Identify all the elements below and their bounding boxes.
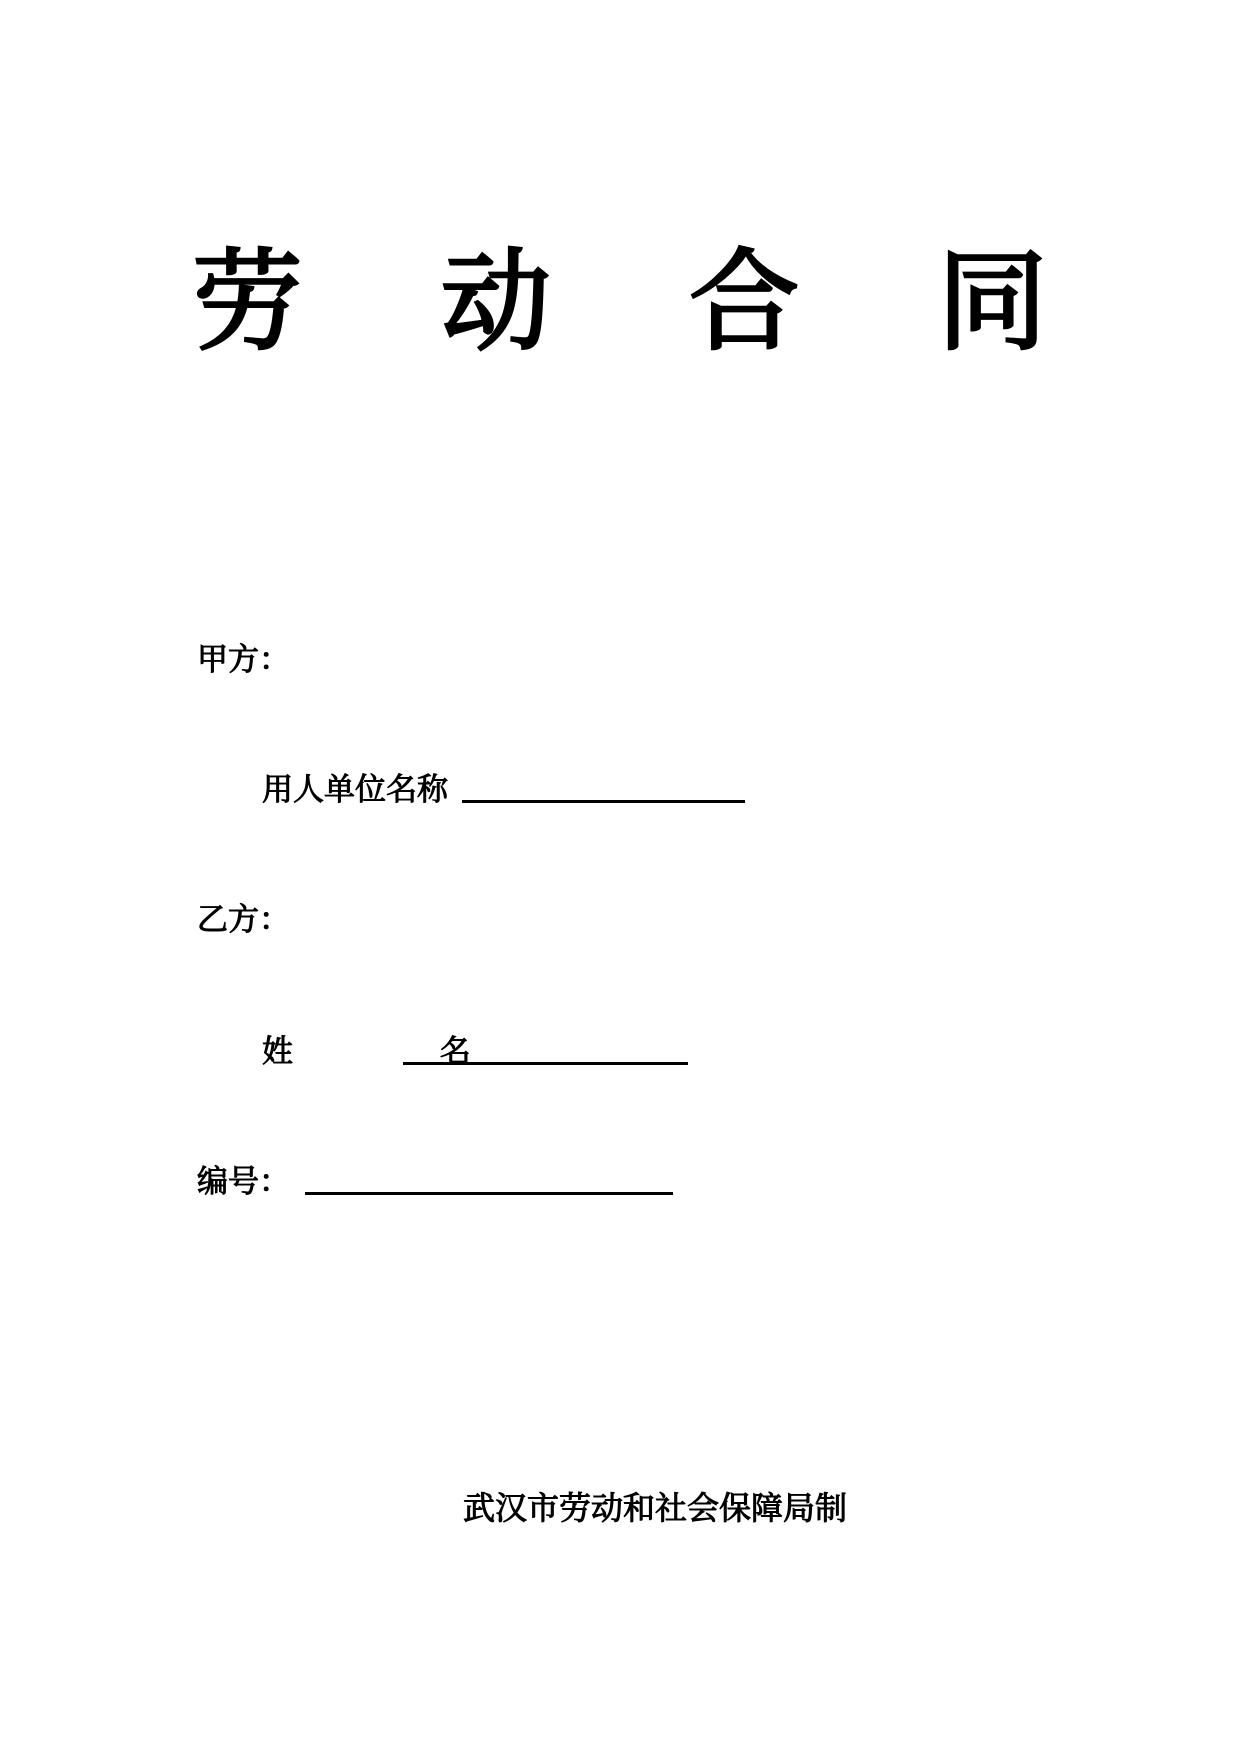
- contract-number-blank[interactable]: [305, 1192, 673, 1195]
- unit-name-blank[interactable]: [462, 800, 745, 803]
- party-b-label: 乙方：: [197, 902, 290, 938]
- unit-name-label: 用人单位名称: [262, 772, 448, 808]
- name-blank[interactable]: [403, 1062, 688, 1065]
- contract-number-label: 编号：: [197, 1164, 290, 1200]
- issuer-text: 武汉市劳动和社会保障局制: [462, 1489, 847, 1527]
- document-title: 劳 动 合 同: [192, 237, 1098, 366]
- name-label: 姓 名: [262, 1034, 539, 1070]
- party-a-label: 甲方：: [197, 642, 290, 678]
